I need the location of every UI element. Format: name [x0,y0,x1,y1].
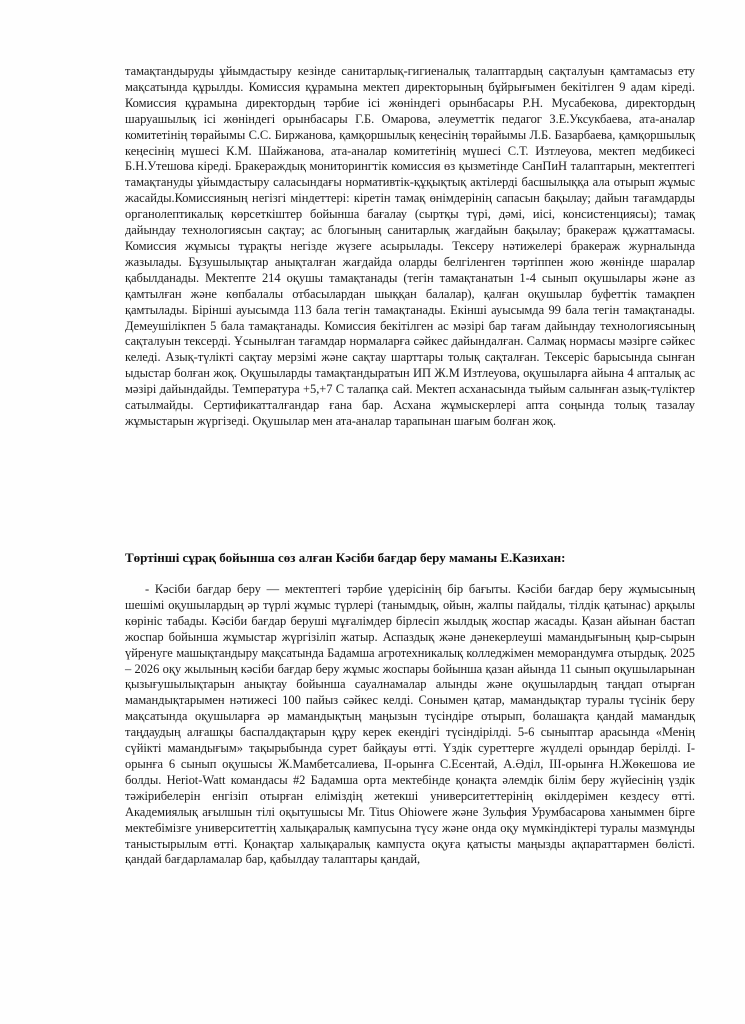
paragraph-text: - Кәсіби бағдар беру — мектептегі тәрбие үдерісінің бір бағыты. Кәсіби бағдар беру жұмысының шешімі оқушылардың әр түрлі жұмыс түрлері (танымдық, ойын, жалпы пайдалы, тілдік қатынас) арқылы көрініс табады. Кәсіби бағдар беруші мұғалімдер бірлесіп жылдық жоспар жасады. Қазан айынан бастап жоспар бойынша жұмыстар жүргізіліп жатыр. Аспаздық және дәнекерлеуші мамандығының қыр-сырын үйренуге машықтандыру мақсатында Бадамша агротехникалық колледжімен меморандумға отырдық. 2025 – 2026 оқу жылының кәсіби бағдар беру жұмыс жоспары бойынша қазан айында 11 сынып оқушыларынан қызығушылықтарын анықтау бойынша сауалнамалар алынды және оқушылардың таңдап отырған мамандықтарымен нәтижесі 100 пайыз сәйкес келді. Сонымен қатар, мамандықтар туралы түсінік беру мақсатында оқушыларға әр мамандықтың маңызын түсіндіре отырып, болашақта қандай мамандық таңдаудың алғашқы баспалдақтарын құру керек екендігі түсіндірілді. 5-6 сыныптар арасында «Менің сүйікті мамандығым» тақырыбында сурет байқауы өтті. Үздік суреттерге жүлделі орындар берілді. I-орынға 6 сынып оқушысы Ж.Мамбетсалиева, II-орынға С.Есентай, А.Әділ, III-орынға Н.Жөкешова ие болды. Heriot-Watt командасы #2 Бадамша орта мектебінде қонақта әлемдік білім беру жүйесінің үздік тәжірибелерін енгізіп отырған еліміздің жетекші университеттерінің өкілдерімен кездесу өтті. Академиялық ағылшын тілі оқытушысы Mr. Titus Ohiowere және Зульфия Урумбасарова ханыммен бірге мектебімізге университеттің халықаралық кампусына түсу және онда оқу мүмкіндіктері туралы мазмұнды таныстырылым өтті. Қонақтар халықаралық кампуста оқуға қатысты маңызды ақпараттармен бөлісті. қандай бағдарламалар бар, қабылдау талаптары қандай, [125,582,695,867]
section-heading: Төртінші сұрақ бойынша сөз алған Кәсіби бағдар беру маманы Е.Казихан: [125,550,566,565]
body-paragraph-2 [125,582,695,868]
paragraph-text: тамақтандыруды ұйымдастыру кезінде санитарлық-гигиеналық талаптардың сақталуын қамтамасыз ету мақсатында құрылды. Комиссия құрамына мектеп директорының бұйрығымен бекітілген 9 адам кіреді. Комиссия құрамына директордың тәрбие ісі жөніндегі орынбасары Р.Н. Мусабекова, директордың шаруашылық ісі жөніндегі орынбасары Г.Б. Омарова, әлеуметтік педагог З.Е.Уксукбаева, ата-аналар комитетінің төрайымы С.С. Биржанова, қамқоршылық кеңесінің төрайымы Л.Б. Базарбаева, қамқоршылық кеңесінің мүшесі К.М. Шайжанова, ата-аналар комитетінің мүшесі С.Т. Изтлеуова, мектеп медбикесі Б.Н.Утешова кіреді. Бракераждық мониторингтік комиссия өз қызметінде СанПиН талаптарын, мектептегі тамақтануды ұйымдастыру саласындағы нормативтік-құқықтық актілерді басшылыққа ала отырып жұмыс жасайды.Комиссияның негізгі міндеттері: кіретін тамақ өнімдерінің сапасын бақылау; дайын тағамдарды органолептикалық көрсеткіштер бойынша бағалау (сыртқы түрі, дәмі, иісі, консистенциясы); тамақ дайындау технологиясын сақтау; ас блогының санитарлық жағдайын бақылау; бракераж құжаттамасы. Комиссия жұмысы тұрақты негізде жүзеге асырылады. Тексеру нәтижелері бракераж журналында жазылады. Бұзушылықтар анықталған жағдайда оларды белгіленген тәртіппен жою жөнінде шаралар қабылданады. Мектепте 214 оқушы тамақтанады (тегін тамақтанатын 1-4 сынып оқушылары және аз қамтылған және көпбалалы отбасылардан шыққан балалар), қалған оқушылар буфеттік тамақпен қамтылады. Бірінші ауысымда 113 бала тегін тамақтанады. Екінші ауысымда 99 бала тегін тамақтанады. Демеушілікпен 5 бала тамақтанады. Комиссия бекітілген ас мәзірі бар тағам дайындау технологиясының сақталуын тексерді. Ұсынылған тағамдар нормаларға сәйкес дайындалған. Салмақ нормасы мәзірге сәйкес келеді. Азық-түлікті сақтау мерзімі және сақтау шарттары толық сақталған. Тексеріс барысында сынған ыдыстар болған жоқ. Оқушыларды тамақтандыратын ИП Ж.М Изтлеуова, оқушыларға айына 4 апталық ас мәзірі дайындайды. Температура +5,+7 С талапқа сай. Мектеп асханасында тыйым салынған азық-түліктер сатылмайды. Сертификатталғандар ғана бар. Асхана жұмыскерлері апта соңында толық тазалау жұмыстарын жүргізеді. Оқушылар мен ата-аналар тарапынан шағым болған жоқ. [125,64,695,428]
body-paragraph-1 [125,64,695,430]
